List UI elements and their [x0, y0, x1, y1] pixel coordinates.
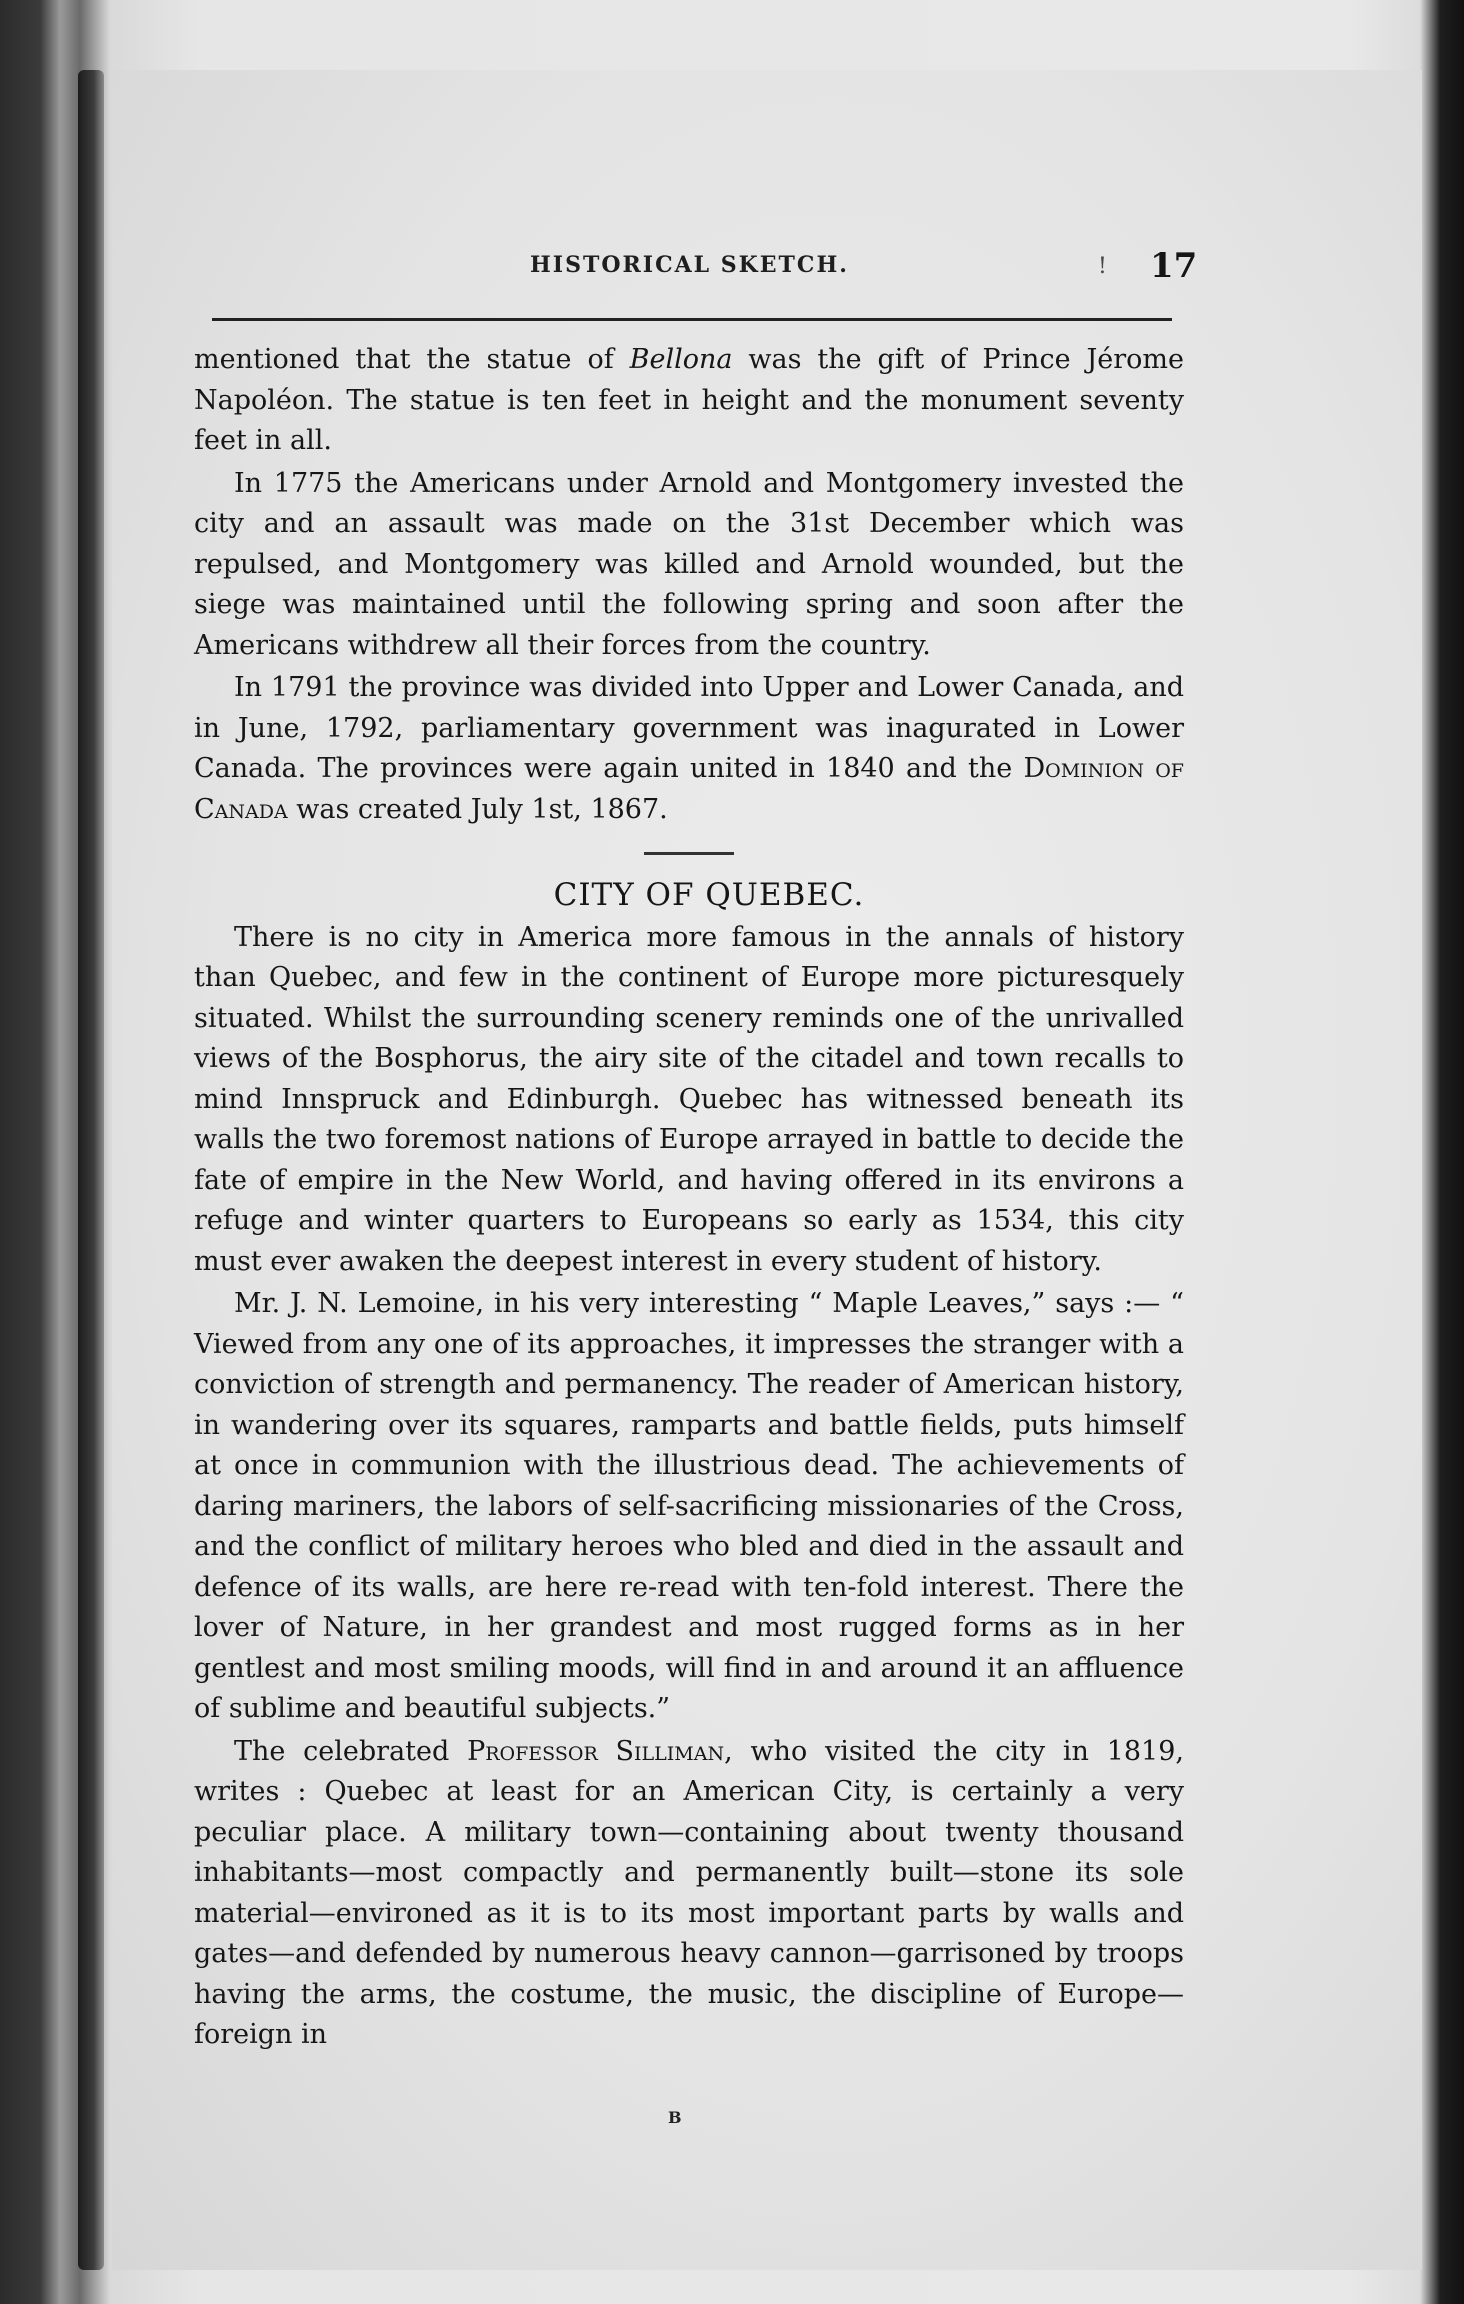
bellona-italic: Bellona — [629, 344, 733, 375]
paragraph-1-text-a: mentioned that the statue of — [194, 344, 630, 375]
paragraph-2: In 1775 the Americans under Arnold and Montgomery invested the city and an assault was made on the 31st December which was repulsed, and Montgomery was killed and Arnold wounded, but the siege was maintained until the following spring and soon after the Americans withdrew all their forces from the country. — [194, 467, 1184, 661]
body-text — [194, 340, 1184, 2056]
paragraph-3 — [194, 668, 1184, 830]
paragraph-6-text-a: The celebrated — [234, 1735, 468, 1767]
paragraph-5: Mr. J. N. Lemoine, in his very interesting “ Maple Leaves,” says :— “ Viewed from any one of its approaches, it impresses the stranger with a conviction of strength and permanency. The reader of American history, in wandering over its squares, ramparts and battle fields, puts himself at once in communion with the illustrious dead. The achievements of daring mariners, the labors of self-sacrificing missionaries of the Cross, and the conflict of military heroes who bled and died in the assault and defence of its walls, are here re-read with ten-fold interest. There the lover of Nature, in her grandest and most rugged forms as in her gentlest and most smiling moods, will find in and around it an affluence of sublime and beautiful subjects.” — [194, 1288, 1184, 1724]
paragraph-3-text-a: In 1791 the province was divided into Upper and Lower Canada, and in June, 1792, parliamentary government was inagurated in Lower Canada. The provinces were again united in 1840 and the — [194, 672, 1184, 784]
paragraph-3-text-c: was created July 1st, 1867. — [287, 793, 668, 825]
paragraph-6 — [194, 1732, 1184, 2056]
page-number: 17 — [1150, 246, 1198, 286]
paragraph-1 — [194, 340, 1184, 462]
running-head: HISTORICAL SKETCH. — [530, 252, 849, 278]
dominion-smallcaps: Dominion of Canada — [194, 753, 1184, 825]
header-mark: ! — [1098, 254, 1107, 279]
page-header — [210, 246, 1198, 292]
paragraph-4: There is no city in America more famous in the annals of history than Quebec, and few in the continent of Europe more picturesquely situated. Whilst the surrounding scenery reminds one of the unrivalled views of the Bosphorus, the airy site of the citadel and town recalls to mind Innspruck and Edinburgh. Quebec has witnessed beneath its walls the two foremost nations of Europe arrayed in battle to decide the fate of empire in the New World, and having offered in its environs a refuge and winter quarters to Europeans so early as 1534, this city must ever awaken the deepest interest in every student of history. — [194, 921, 1184, 1277]
silliman-smallcaps: Professor Silliman — [467, 1735, 725, 1767]
paragraph-1-text-c: was the gift of Prince Jérome Napoléon. The statue is ten feet in height and the monument seventy feet in all. — [194, 344, 1185, 456]
section-separator — [644, 852, 734, 855]
header-rule — [212, 318, 1172, 321]
book-binding-shadow — [78, 70, 104, 2270]
section-title: CITY OF QUEBEC. — [553, 877, 865, 913]
paragraph-6-text-c: , who visited the city in 1819, writes : Quebec at least for an American City, is certainly a very peculiar place. A military town—containing about twenty thousand inhabitants—most compactly and permanently built—stone its sole material—environed as it is to its most important parts by walls and gates—and defended by numerous heavy cannon—garrisoned by troops having the arms, the costume, the music, the discipline of Europe—foreign in — [194, 1735, 1184, 2050]
signature-mark: B — [668, 2108, 682, 2127]
